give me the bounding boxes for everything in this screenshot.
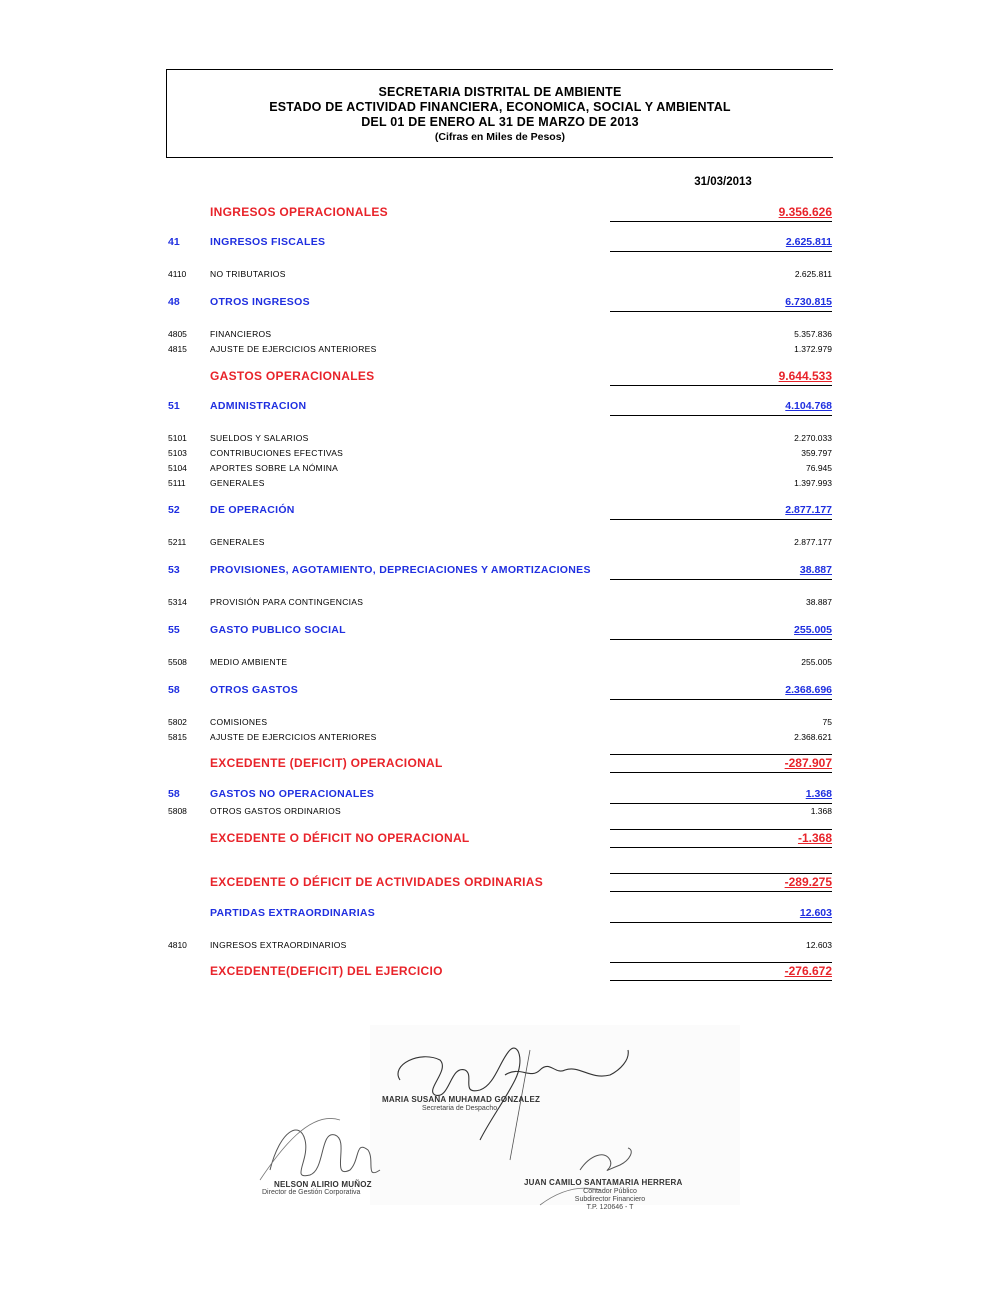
account-value: 12.603 bbox=[799, 907, 832, 919]
account-code: 55 bbox=[168, 624, 180, 636]
account-label: GASTOS NO OPERACIONALES bbox=[210, 788, 375, 800]
account-row bbox=[0, 593, 1000, 609]
account-label: EXCEDENTE(DEFICIT) DEL EJERCICIO bbox=[210, 964, 443, 978]
header-period: DEL 01 DE ENERO AL 31 DE MARZO DE 2013 bbox=[361, 115, 639, 129]
account-value: 9.644.533 bbox=[778, 369, 832, 383]
total-row bbox=[0, 368, 1000, 384]
account-code: 48 bbox=[168, 296, 180, 308]
account-row bbox=[0, 340, 1000, 356]
account-row bbox=[0, 802, 1000, 818]
account-value: 359.797 bbox=[801, 448, 832, 458]
value-underline bbox=[610, 891, 832, 892]
account-group-row bbox=[0, 502, 1000, 518]
account-row bbox=[0, 713, 1000, 729]
account-code: 4805 bbox=[168, 329, 187, 339]
account-label: PROVISIÓN PARA CONTINGENCIAS bbox=[210, 597, 364, 607]
account-label: EXCEDENTE O DÉFICIT NO OPERACIONAL bbox=[210, 831, 470, 845]
signature-name-contador: JUAN CAMILO SANTAMARIA HERRERA bbox=[524, 1178, 683, 1187]
account-code: 51 bbox=[168, 400, 180, 412]
value-overline bbox=[610, 829, 832, 830]
account-value: 2.877.177 bbox=[794, 537, 832, 547]
account-label: INGRESOS EXTRAORDINARIOS bbox=[210, 940, 347, 950]
signature-title-contador-2: Subdirector Financiero bbox=[574, 1196, 646, 1203]
value-overline bbox=[610, 873, 832, 874]
account-code: 5802 bbox=[168, 717, 187, 727]
total-row bbox=[0, 204, 1000, 220]
account-label: INGRESOS OPERACIONALES bbox=[210, 205, 388, 219]
total-row bbox=[0, 963, 1000, 979]
account-label: EXCEDENTE O DÉFICIT DE ACTIVIDADES ORDINARIAS bbox=[210, 875, 544, 889]
total-row bbox=[0, 755, 1000, 771]
header-report-title: ESTADO DE ACTIVIDAD FINANCIERA, ECONOMICA, SOCIAL Y AMBIENTAL bbox=[269, 100, 731, 114]
account-code: 5104 bbox=[168, 463, 187, 473]
account-label: CONTRIBUCIONES EFECTIVAS bbox=[210, 448, 344, 458]
account-value: -287.907 bbox=[784, 756, 832, 770]
value-underline bbox=[610, 847, 832, 848]
account-value: -1.368 bbox=[797, 831, 832, 845]
value-underline bbox=[610, 221, 832, 222]
account-label: OTROS GASTOS bbox=[210, 684, 298, 696]
total-row bbox=[0, 830, 1000, 846]
account-label: INGRESOS FISCALES bbox=[210, 236, 326, 248]
value-underline bbox=[610, 922, 832, 923]
account-code: 5103 bbox=[168, 448, 187, 458]
account-row bbox=[0, 653, 1000, 669]
account-code: 5808 bbox=[168, 806, 187, 816]
account-label: GENERALES bbox=[210, 537, 265, 547]
account-label: MEDIO AMBIENTE bbox=[210, 657, 288, 667]
account-label: PARTIDAS EXTRAORDINARIAS bbox=[210, 907, 376, 919]
account-value: 4.104.768 bbox=[785, 400, 832, 412]
account-value: 76.945 bbox=[806, 463, 832, 473]
account-row bbox=[0, 459, 1000, 475]
account-row bbox=[0, 265, 1000, 281]
header-units: (Cifras en Miles de Pesos) bbox=[434, 131, 566, 143]
value-underline bbox=[610, 639, 832, 640]
signature-title-contador-1: Contador Público bbox=[583, 1188, 637, 1195]
account-row bbox=[0, 429, 1000, 445]
account-label: EXCEDENTE (DEFICIT) OPERACIONAL bbox=[210, 756, 443, 770]
account-label: DE OPERACIÓN bbox=[210, 504, 295, 516]
account-row bbox=[0, 936, 1000, 952]
account-value: 6.730.815 bbox=[785, 296, 832, 308]
account-group-row bbox=[0, 398, 1000, 414]
account-group-row bbox=[0, 234, 1000, 250]
account-label: GASTOS OPERACIONALES bbox=[210, 369, 375, 383]
account-row bbox=[0, 325, 1000, 341]
account-group-row bbox=[0, 562, 1000, 578]
account-value: 255.005 bbox=[794, 624, 832, 636]
account-value: 9.356.626 bbox=[778, 205, 832, 219]
account-value: 5.357.836 bbox=[794, 329, 832, 339]
account-code: 4110 bbox=[168, 269, 187, 279]
total-row bbox=[0, 874, 1000, 890]
signature-name-director: NELSON ALIRIO MUÑOZ bbox=[274, 1180, 372, 1189]
account-code: 52 bbox=[168, 504, 180, 516]
account-group-row bbox=[0, 905, 1000, 921]
account-label: GENERALES bbox=[210, 478, 265, 488]
account-value: 12.603 bbox=[806, 940, 832, 950]
account-label: PROVISIONES, AGOTAMIENTO, DEPRECIACIONES Y AMORTIZACIONES bbox=[210, 564, 591, 576]
account-value: 2.625.811 bbox=[794, 269, 832, 279]
account-value: 2.625.811 bbox=[785, 236, 832, 248]
account-value: 2.368.696 bbox=[785, 684, 832, 696]
account-value: 2.368.621 bbox=[794, 732, 832, 742]
report-header bbox=[166, 69, 833, 158]
account-group-row bbox=[0, 682, 1000, 698]
date-column-header: 31/03/2013 bbox=[694, 176, 752, 188]
account-value: 255.005 bbox=[801, 657, 832, 667]
value-underline bbox=[610, 415, 832, 416]
account-value: 1.397.993 bbox=[794, 478, 832, 488]
account-group-row bbox=[0, 294, 1000, 310]
account-code: 5211 bbox=[168, 537, 187, 547]
account-label: OTROS GASTOS ORDINARIOS bbox=[210, 806, 341, 816]
header-entity: SECRETARIA DISTRITAL DE AMBIENTE bbox=[378, 85, 622, 99]
account-row bbox=[0, 444, 1000, 460]
value-underline bbox=[610, 311, 832, 312]
value-underline bbox=[610, 772, 832, 773]
account-code: 5111 bbox=[168, 478, 186, 488]
account-label: NO TRIBUTARIOS bbox=[210, 269, 286, 279]
value-underline bbox=[610, 385, 832, 386]
account-code: 4810 bbox=[168, 940, 187, 950]
account-value: 38.887 bbox=[806, 597, 832, 607]
account-value: -276.672 bbox=[784, 964, 832, 978]
value-overline bbox=[610, 962, 832, 963]
value-underline bbox=[610, 980, 832, 981]
value-underline bbox=[610, 251, 832, 252]
account-group-row bbox=[0, 786, 1000, 802]
signature-name-secretaria: MARIA SUSANA MUHAMAD GONZALEZ bbox=[382, 1095, 541, 1104]
account-code: 5314 bbox=[168, 597, 187, 607]
signature-title-secretaria: Secretaria de Despacho bbox=[422, 1105, 498, 1112]
account-label: SUELDOS Y SALARIOS bbox=[210, 433, 309, 443]
account-label: FINANCIEROS bbox=[210, 329, 272, 339]
account-value: 2.270.033 bbox=[794, 433, 832, 443]
account-label: COMISIONES bbox=[210, 717, 268, 727]
account-code: 4815 bbox=[168, 344, 187, 354]
account-label: APORTES SOBRE LA NÓMINA bbox=[210, 463, 339, 473]
account-value: 1.368 bbox=[805, 788, 832, 800]
account-code: 58 bbox=[168, 788, 180, 800]
account-value: -289.275 bbox=[784, 875, 832, 889]
signature-area bbox=[250, 1020, 750, 1220]
value-overline bbox=[610, 754, 832, 755]
account-row bbox=[0, 728, 1000, 744]
account-value: 1.368 bbox=[810, 806, 832, 816]
account-row bbox=[0, 474, 1000, 490]
value-underline bbox=[610, 519, 832, 520]
account-code: 5508 bbox=[168, 657, 187, 667]
account-code: 41 bbox=[168, 236, 180, 248]
account-value: 75 bbox=[822, 717, 832, 727]
value-underline bbox=[610, 699, 832, 700]
account-value: 38.887 bbox=[799, 564, 832, 576]
account-label: GASTO PUBLICO SOCIAL bbox=[210, 624, 346, 636]
account-code: 58 bbox=[168, 684, 180, 696]
signature-title-director: Director de Gestión Corporativa bbox=[262, 1189, 361, 1196]
account-code: 5815 bbox=[168, 732, 187, 742]
account-label: OTROS INGRESOS bbox=[210, 296, 310, 308]
account-group-row bbox=[0, 622, 1000, 638]
account-code: 5101 bbox=[168, 433, 187, 443]
account-label: AJUSTE DE EJERCICIOS ANTERIORES bbox=[210, 732, 377, 742]
value-underline bbox=[610, 579, 832, 580]
account-label: AJUSTE DE EJERCICIOS ANTERIORES bbox=[210, 344, 377, 354]
signature-title-contador-3: T.P. 120646 - T bbox=[586, 1204, 634, 1211]
account-row bbox=[0, 533, 1000, 549]
account-value: 2.877.177 bbox=[785, 504, 832, 516]
account-code: 53 bbox=[168, 564, 180, 576]
account-label: ADMINISTRACION bbox=[210, 400, 307, 412]
account-value: 1.372.979 bbox=[794, 344, 832, 354]
